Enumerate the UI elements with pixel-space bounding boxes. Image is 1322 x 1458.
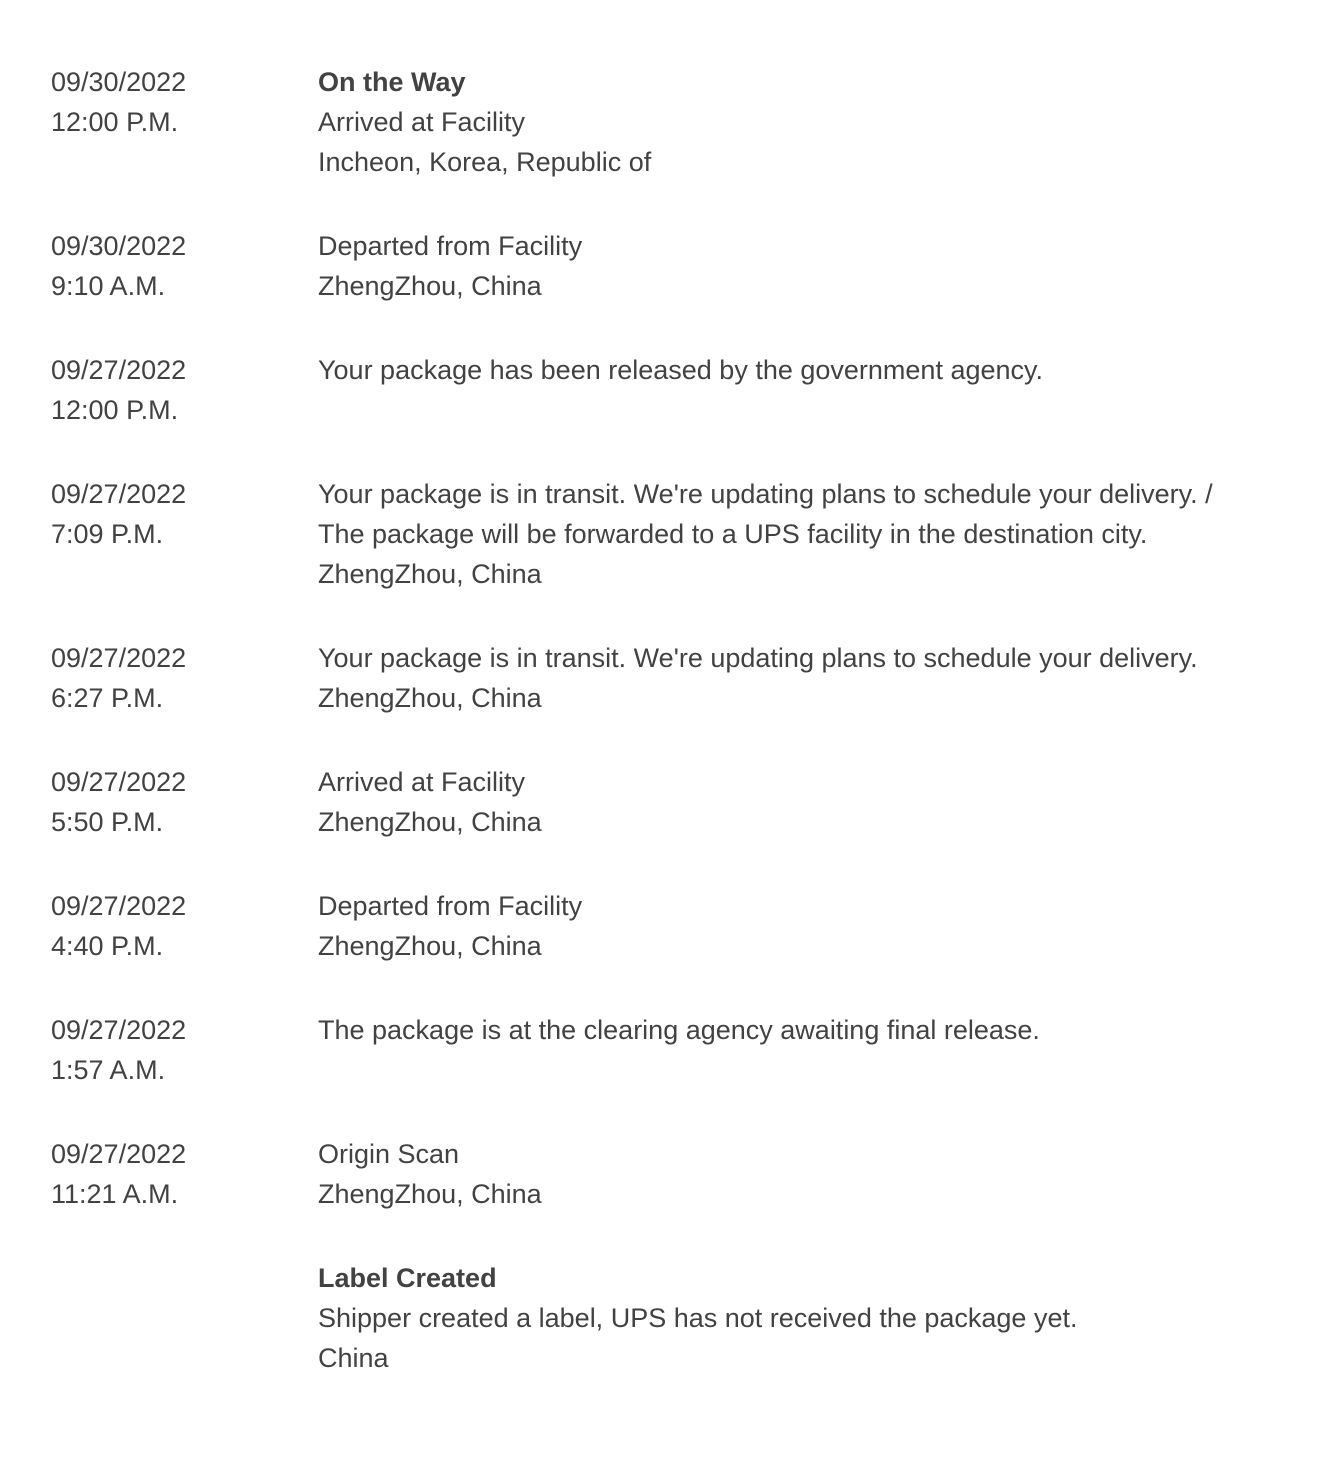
entry-time: 5:50 P.M.: [51, 807, 164, 837]
entry-detail-line: China: [318, 1343, 389, 1373]
entry-time: 7:09 P.M.: [51, 519, 164, 549]
entry-description: [318, 638, 1252, 718]
entry-description: [318, 886, 1252, 966]
entry-description: [318, 1134, 1252, 1214]
entry-date: 09/27/2022: [51, 1015, 187, 1045]
entry-detail-line: ZhengZhou, China: [318, 931, 542, 961]
entry-date: 09/27/2022: [51, 1139, 187, 1169]
entry-time: 12:00 P.M.: [51, 107, 179, 137]
entry-time: 9:10 A.M.: [51, 271, 166, 301]
entry-detail-line: ZhengZhou, China: [318, 1179, 542, 1209]
entry-datetime: [51, 62, 318, 182]
entry-detail-line: Your package has been released by the government agency.: [318, 355, 1044, 385]
entry-status-title: On the Way: [318, 67, 466, 97]
tracking-entry: [51, 886, 1252, 966]
tracking-entry: [51, 1258, 1252, 1378]
entry-datetime: [51, 474, 318, 594]
entry-description: [318, 474, 1252, 594]
entry-detail-line: Shipper created a label, UPS has not received the package yet.: [318, 1303, 1078, 1333]
entry-detail-line: ZhengZhou, China: [318, 683, 542, 713]
entry-datetime: [51, 762, 318, 842]
entry-detail-line: Arrived at Facility: [318, 767, 526, 797]
tracking-entry: [51, 62, 1252, 182]
tracking-entry: [51, 1134, 1252, 1214]
entry-detail-line: ZhengZhou, China: [318, 559, 542, 589]
entry-detail-line: Departed from Facility: [318, 231, 583, 261]
entry-description: [318, 762, 1252, 842]
entry-datetime: [51, 350, 318, 430]
entry-date: 09/27/2022: [51, 479, 187, 509]
entry-description: [318, 1258, 1252, 1378]
entry-date: 09/27/2022: [51, 767, 187, 797]
entry-time: 1:57 A.M.: [51, 1055, 166, 1085]
entry-datetime: [51, 886, 318, 966]
entry-detail-line: Your package is in transit. We're updating plans to schedule your delivery. /: [318, 479, 1213, 509]
entry-datetime: [51, 1010, 318, 1090]
entry-description: [318, 350, 1252, 430]
entry-date: 09/27/2022: [51, 355, 187, 385]
entry-date: 09/27/2022: [51, 643, 187, 673]
entry-detail-line: The package is at the clearing agency awaiting final release.: [318, 1015, 1040, 1045]
entry-date: 09/27/2022: [51, 891, 187, 921]
entry-description: [318, 62, 1252, 182]
entry-time: 11:21 A.M.: [51, 1179, 179, 1209]
entry-description: [318, 226, 1252, 306]
entry-detail-line: Incheon, Korea, Republic of: [318, 147, 652, 177]
tracking-entry: [51, 226, 1252, 306]
tracking-entry: [51, 1010, 1252, 1090]
entry-description: [318, 1010, 1252, 1090]
tracking-entry: [51, 638, 1252, 718]
entry-date: 09/30/2022: [51, 67, 187, 97]
entry-time: 6:27 P.M.: [51, 683, 164, 713]
entry-status-title: Label Created: [318, 1263, 497, 1293]
entry-datetime: [51, 1258, 318, 1378]
entry-detail-line: The package will be forwarded to a UPS facility in the destination city.: [318, 519, 1148, 549]
entry-detail-line: Origin Scan: [318, 1139, 460, 1169]
entry-time: 4:40 P.M.: [51, 931, 164, 961]
tracking-entry: [51, 474, 1252, 594]
entry-detail-line: Departed from Facility: [318, 891, 583, 921]
tracking-entry: [51, 350, 1252, 430]
tracking-entry: [51, 762, 1252, 842]
entry-detail-line: Your package is in transit. We're updating plans to schedule your delivery.: [318, 643, 1198, 673]
entry-date: 09/30/2022: [51, 231, 187, 261]
entry-detail-line: ZhengZhou, China: [318, 807, 542, 837]
entry-detail-line: Arrived at Facility: [318, 107, 526, 137]
entry-detail-line: ZhengZhou, China: [318, 271, 542, 301]
entry-datetime: [51, 638, 318, 718]
entry-datetime: [51, 226, 318, 306]
entry-datetime: [51, 1134, 318, 1214]
entry-time: 12:00 P.M.: [51, 395, 179, 425]
